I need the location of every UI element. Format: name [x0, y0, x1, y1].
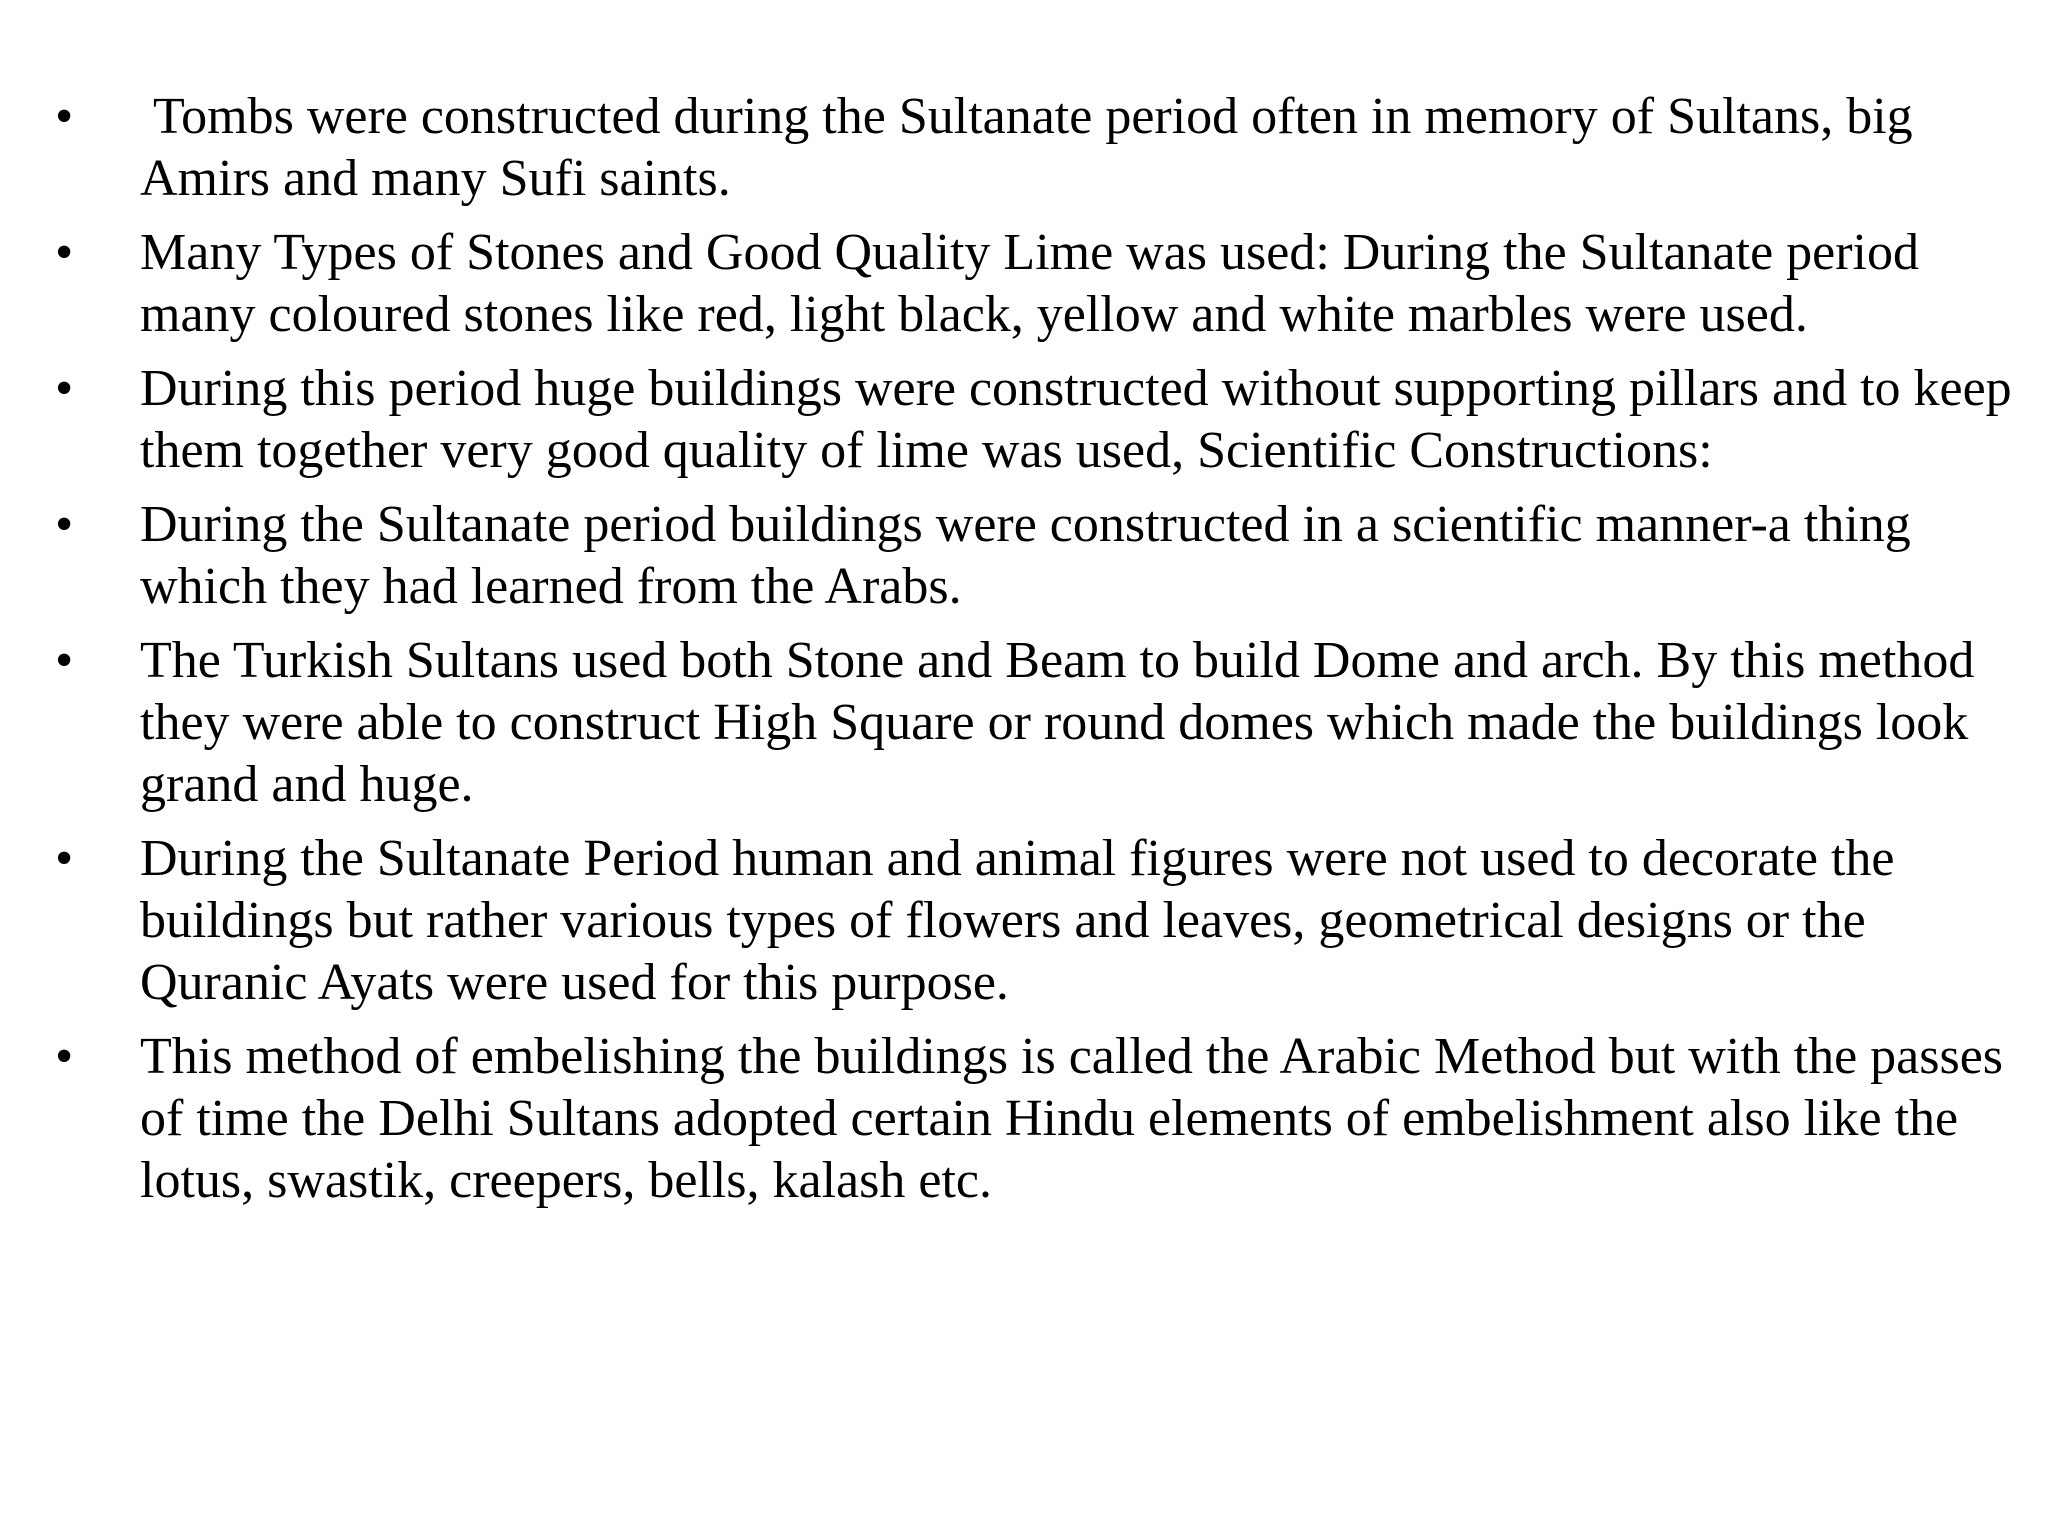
bullet-icon: • — [55, 224, 74, 281]
bullet-icon: • — [55, 830, 74, 887]
bullet-icon: • — [55, 632, 74, 689]
bullet-text: This method of embelishing the buildings is called the Arabic Method but with the passes of time the Delhi Sultans adopted certain Hindu elements of embelishment also like the lotus, swastik, creepers, bells, kalash etc. — [140, 1028, 2017, 1209]
bullet-icon: • — [55, 360, 74, 417]
bullet-item — [55, 86, 2030, 210]
bullet-icon: • — [55, 88, 74, 145]
bullet-text: During this period huge buildings were constructed without supporting pillars and to keep them together very good quality of lime was used, Scientific Constructions: — [140, 360, 2025, 479]
bullet-text: During the Sultanate period buildings were constructed in a scientific manner-a thing which they had learned from the Arabs. — [140, 496, 1924, 615]
bullet-text: The Turkish Sultans used both Stone and Beam to build Dome and arch. By this method they were able to construct High Square or round domes which made the buildings look grand and huge. — [140, 632, 1988, 813]
bullet-icon: • — [55, 1028, 74, 1085]
bullet-text: Many Types of Stones and Good Quality Lime was used: During the Sultanate period many coloured stones like red, light black, yellow and white marbles were used. — [140, 224, 1932, 343]
bullet-icon: • — [55, 496, 74, 553]
bullet-item — [55, 1026, 2030, 1212]
bullet-list — [55, 86, 2030, 1224]
bullet-text: Tombs were constructed during the Sultanate period often in memory of Sultans, big Amirs and many Sufi saints. — [140, 88, 1923, 207]
bullet-item — [55, 358, 2030, 482]
bullet-item — [55, 828, 2030, 1014]
bullet-item — [55, 494, 2030, 618]
bullet-item — [55, 222, 2030, 346]
bullet-text: During the Sultanate Period human and animal figures were not used to decorate the buildings but rather various types of flowers and leaves, geometrical designs or the Quranic Ayats were used for this purpose. — [140, 830, 1908, 1011]
bullet-item — [55, 630, 2030, 816]
